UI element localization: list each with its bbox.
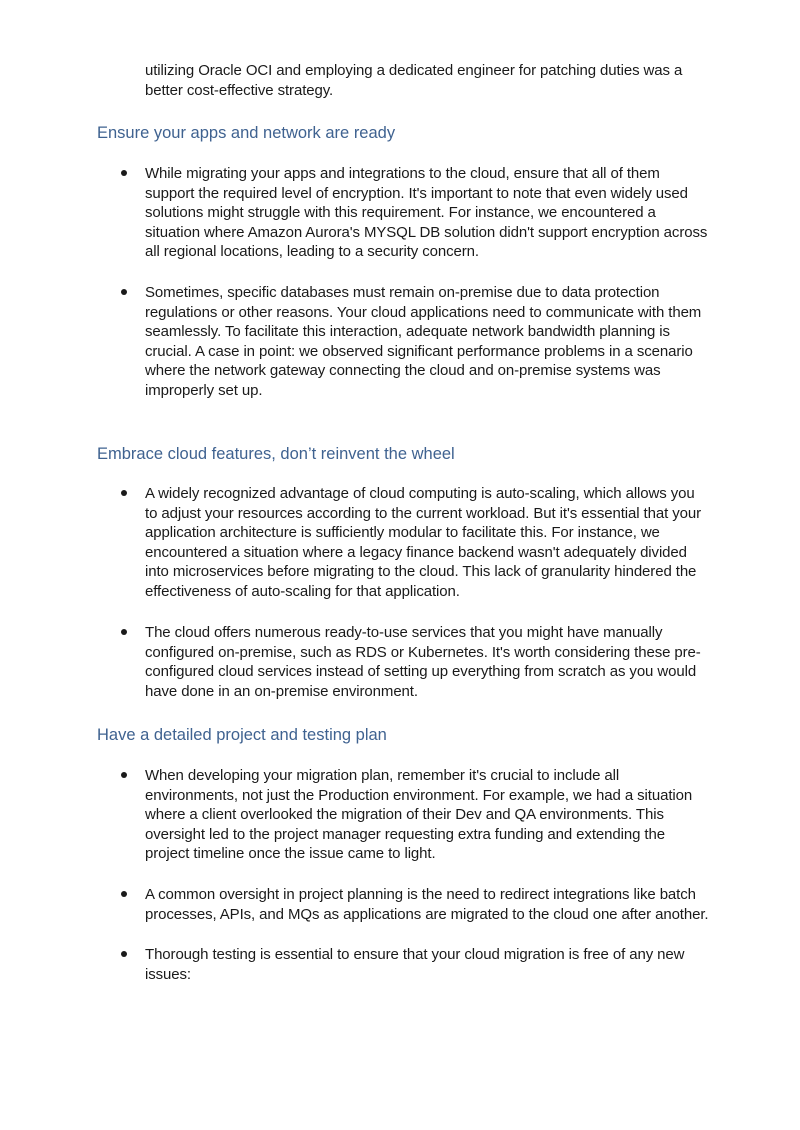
continuation-paragraph: utilizing Oracle OCI and employing a dedicated engineer for patching duties was a better cost-effective strategy. [145, 62, 683, 99]
bullet-icon [121, 170, 127, 176]
list-item-text: Sometimes, specific databases must remain on-premise due to data protection regulations or other reasons. Your cloud applications need to communicate with them seamlessly. To facilitate this interaction, adequate network bandwidth planning is crucial. A case in point: we observed significant performance problems in a scenario where the network gateway connecting the cloud and on-premise systems was improperly set up. [145, 284, 702, 399]
bullet-icon [121, 629, 127, 635]
bullet-icon [121, 289, 127, 295]
list-item-text: A widely recognized advantage of cloud computing is auto-scaling, which allows you to adjust your resources according to the current workload. But it's essential that your application architecture is sufficiently modular to facilitate this. For instance, we encountered a situation where a legacy finance backend wasn't adequately divided into microservices before migrating to the cloud. This lack of granularity hindered the effectiveness of auto-scaling for that application. [145, 485, 702, 600]
bullet-icon [121, 490, 127, 496]
bullet-icon [121, 891, 127, 897]
section-heading-apps-network: Ensure your apps and network are ready [97, 124, 396, 142]
bullet-icon [121, 951, 127, 957]
list-item-text: The cloud offers numerous ready-to-use services that you might have manually configured on-premise, such as RDS or Kubernetes. It's worth considering these pre-configured cloud services instead of setting up everything from scratch as you would have done in an on-premise environment. [145, 624, 701, 700]
list-item-text: When developing your migration plan, remember it's crucial to include all environments, not just the Production environment. For example, we had a situation where a client overlooked the migration of their Dev and QA environments. This oversight led to the project manager requesting extra funding and extending the project timeline once the issue came to light. [145, 767, 693, 863]
bullet-icon [121, 772, 127, 778]
list-item-text: Thorough testing is essential to ensure that your cloud migration is free of any new issues: [145, 946, 685, 983]
section-heading-cloud-features: Embrace cloud features, don’t reinvent the wheel [97, 445, 455, 463]
list-item-text: A common oversight in project planning is the need to redirect integrations like batch processes, APIs, and MQs as applications are migrated to the cloud one after another. [145, 886, 709, 923]
section-heading-project-plan: Have a detailed project and testing plan [97, 726, 387, 744]
list-item-text: While migrating your apps and integrations to the cloud, ensure that all of them support the required level of encryption. It's important to note that even widely used solutions might struggle with this requirement. For instance, we encountered a situation where Amazon Aurora's MYSQL DB solution didn't support encryption across all regional locations, leading to a security concern. [145, 165, 708, 261]
